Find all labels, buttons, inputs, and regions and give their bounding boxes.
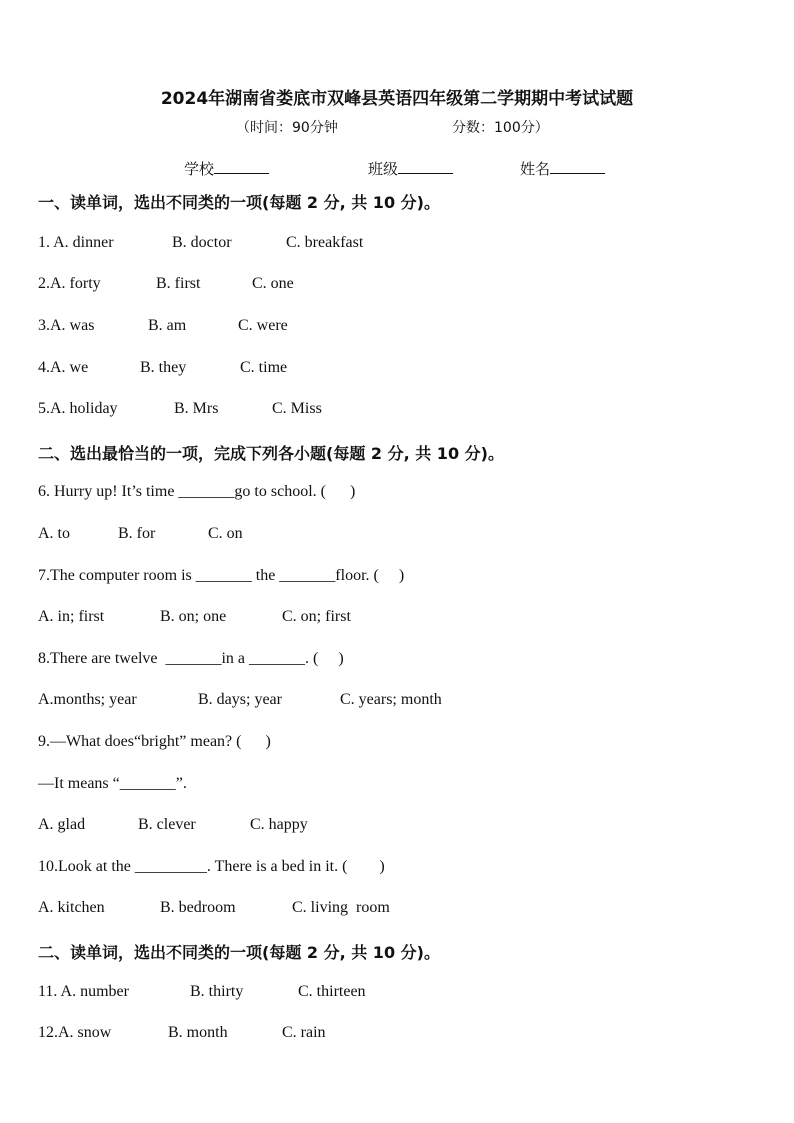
q4-option-c: C. time xyxy=(240,359,288,376)
q12-option-b: B. month xyxy=(168,1024,228,1041)
q8-option-c: C. years; month xyxy=(340,691,442,708)
q8-option-a: A.months; year xyxy=(38,691,137,708)
q9-stem-answer: —It means “_______”. xyxy=(38,775,187,792)
q6-stem: 6. Hurry up! It’s time _______go to school. ( ) xyxy=(38,483,356,500)
section2-heading: 二、选出最恰当的一项，完成下列各小题(每题 2 分, 共 10 分)。 xyxy=(38,444,504,463)
q12-option-a: 12.A. snow xyxy=(38,1024,112,1041)
q6-option-b: B. for xyxy=(118,525,156,542)
class-blank xyxy=(398,159,453,174)
name-label: 姓名 xyxy=(520,160,551,178)
school-field xyxy=(184,158,269,179)
q10-stem: 10.Look at the _________. There is a bed in it. ( ) xyxy=(38,858,385,875)
q11-option-a: 11. A. number xyxy=(38,983,129,1000)
q2-option-b: B. first xyxy=(156,275,201,292)
q7-option-c: C. on; first xyxy=(282,608,351,625)
q5-option-c: C. Miss xyxy=(272,400,322,417)
class-label: 班级 xyxy=(368,160,399,178)
exam-time: （时间：90分钟 xyxy=(236,120,338,136)
school-label: 学校 xyxy=(184,160,215,178)
exam-score: 分数：100分） xyxy=(452,120,549,136)
class-field xyxy=(368,158,453,179)
q4-option-a: 4.A. we xyxy=(38,359,89,376)
section1-heading: 一、读单词，选出不同类的一项(每题 2 分, 共 10 分)。 xyxy=(38,193,440,212)
q9-option-a: A. glad xyxy=(38,816,86,833)
q12-option-c: C. rain xyxy=(282,1024,326,1041)
q9-stem: 9.—What does“bright” mean? ( ) xyxy=(38,733,271,750)
q3-option-c: C. were xyxy=(238,317,288,334)
q2-option-c: C. one xyxy=(252,275,294,292)
page-title: 2024年湖南省娄底市双峰县英语四年级第二学期期中考试试题 xyxy=(160,89,634,109)
q7-option-b: B. on; one xyxy=(160,608,227,625)
q1-option-b: B. doctor xyxy=(172,234,232,251)
q11-option-c: C. thirteen xyxy=(298,983,366,1000)
q8-option-b: B. days; year xyxy=(198,691,282,708)
q1-option-a: 1. A. dinner xyxy=(38,234,114,251)
name-field xyxy=(520,158,605,179)
q3-option-a: 3.A. was xyxy=(38,317,95,334)
q5-option-a: 5.A. holiday xyxy=(38,400,118,417)
q5-option-b: B. Mrs xyxy=(174,400,219,417)
q10-option-c: C. living room xyxy=(292,899,390,916)
q10-option-b: B. bedroom xyxy=(160,899,236,916)
school-blank xyxy=(214,159,269,174)
q9-option-b: B. clever xyxy=(138,816,196,833)
section3-heading: 二、读单词，选出不同类的一项(每题 2 分, 共 10 分)。 xyxy=(38,943,440,962)
q2-option-a: 2.A. forty xyxy=(38,275,101,292)
q3-option-b: B. am xyxy=(148,317,187,334)
q7-stem: 7.The computer room is _______ the _______floor. ( ) xyxy=(38,567,405,584)
q6-option-a: A. to xyxy=(38,525,70,542)
q1-option-c: C. breakfast xyxy=(286,234,364,251)
q9-option-c: C. happy xyxy=(250,816,308,833)
q8-stem: 8.There are twelve _______in a _______. ( ) xyxy=(38,650,344,667)
q11-option-b: B. thirty xyxy=(190,983,244,1000)
q7-option-a: A. in; first xyxy=(38,608,105,625)
q6-option-c: C. on xyxy=(208,525,243,542)
q4-option-b: B. they xyxy=(140,359,187,376)
name-blank xyxy=(550,159,605,174)
q10-option-a: A. kitchen xyxy=(38,899,105,916)
